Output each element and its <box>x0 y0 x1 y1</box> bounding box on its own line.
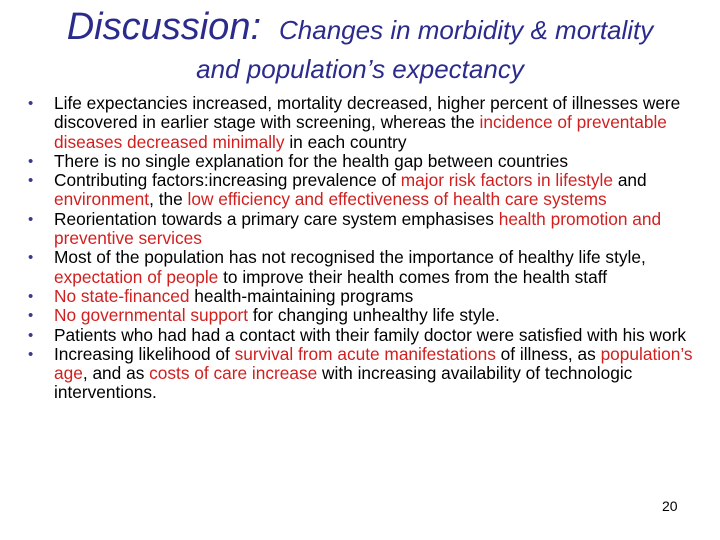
title-subtitle-part1: Changes in morbidity & mortality <box>279 15 654 45</box>
bullet-item <box>28 306 708 325</box>
bullet-item <box>28 152 708 171</box>
bullet-text: Reorientation towards a primary care system emphasises <box>54 208 499 229</box>
highlighted-text: No state-financed <box>54 285 190 306</box>
bullet-text: with increasing availability of technologic interventions. <box>54 363 633 403</box>
bullet-glyph: • <box>28 287 34 305</box>
bullet-glyph: • <box>28 95 34 112</box>
bullet-text: Patients who had had a contact with their family doctor were satisfied with his work <box>54 324 687 345</box>
bullet-item <box>28 287 708 306</box>
bullet-item <box>28 171 708 210</box>
bullet-item <box>28 94 708 152</box>
highlighted-text: incidence of preventable diseases decreased minimally <box>54 112 667 152</box>
bullet-text: Increasing likelihood of <box>54 343 235 364</box>
bullet-glyph: • <box>28 249 34 267</box>
bullet-item <box>28 345 708 403</box>
highlighted-text: population’s age <box>54 343 693 384</box>
bullet-text: of illness, as <box>495 343 601 364</box>
highlighted-text: costs of care increase <box>149 363 318 384</box>
title-subtitle-part2: and population’s expectancy <box>196 54 524 84</box>
bullet-text: There is no single explanation for the health gap between countries <box>54 150 568 171</box>
bullet-list <box>28 94 708 403</box>
bullet-text: in each country <box>284 131 407 152</box>
slide-title <box>0 6 720 85</box>
bullet-glyph: • <box>28 210 34 228</box>
title-line-1 <box>0 6 720 50</box>
highlighted-text: No governmental support <box>54 305 249 326</box>
highlighted-text: survival from acute manifestations <box>234 343 496 364</box>
bullet-text: , and as <box>82 363 150 384</box>
bullet-item <box>28 326 708 345</box>
bullet-text: health-maintaining programs <box>189 285 414 306</box>
highlighted-text: environment <box>54 189 150 210</box>
page-number: 20 <box>662 498 678 514</box>
highlighted-text: low efficiency and effectiveness of health care systems <box>187 189 607 210</box>
title-main: Discussion: <box>66 6 262 48</box>
bullet-glyph: • <box>28 345 34 363</box>
bullet-item <box>28 210 708 249</box>
bullet-glyph: • <box>28 326 34 344</box>
bullet-text: for changing unhealthy life style. <box>248 305 500 326</box>
bullet-text: , the <box>149 189 188 210</box>
bullet-glyph: • <box>28 152 34 170</box>
bullet-text: Contributing factors:increasing prevalence of <box>54 170 401 191</box>
bullet-text: to improve their health comes from the health staff <box>218 266 608 287</box>
bullet-item <box>28 248 708 287</box>
bullet-glyph: • <box>28 307 34 325</box>
highlighted-text: health promotion and preventive services <box>54 208 662 249</box>
highlighted-text: major risk factors in lifestyle <box>400 170 614 191</box>
bullet-text: Most of the population has not recognised the importance of healthy life style, <box>54 247 646 268</box>
bullet-text: Life expectancies increased, mortality decreased, higher percent of illnesses were discovered in earlier stage with screening, whereas the <box>54 93 681 133</box>
bullet-text: and <box>613 170 647 191</box>
bullet-glyph: • <box>28 172 34 190</box>
highlighted-text: expectation of people <box>54 266 219 287</box>
